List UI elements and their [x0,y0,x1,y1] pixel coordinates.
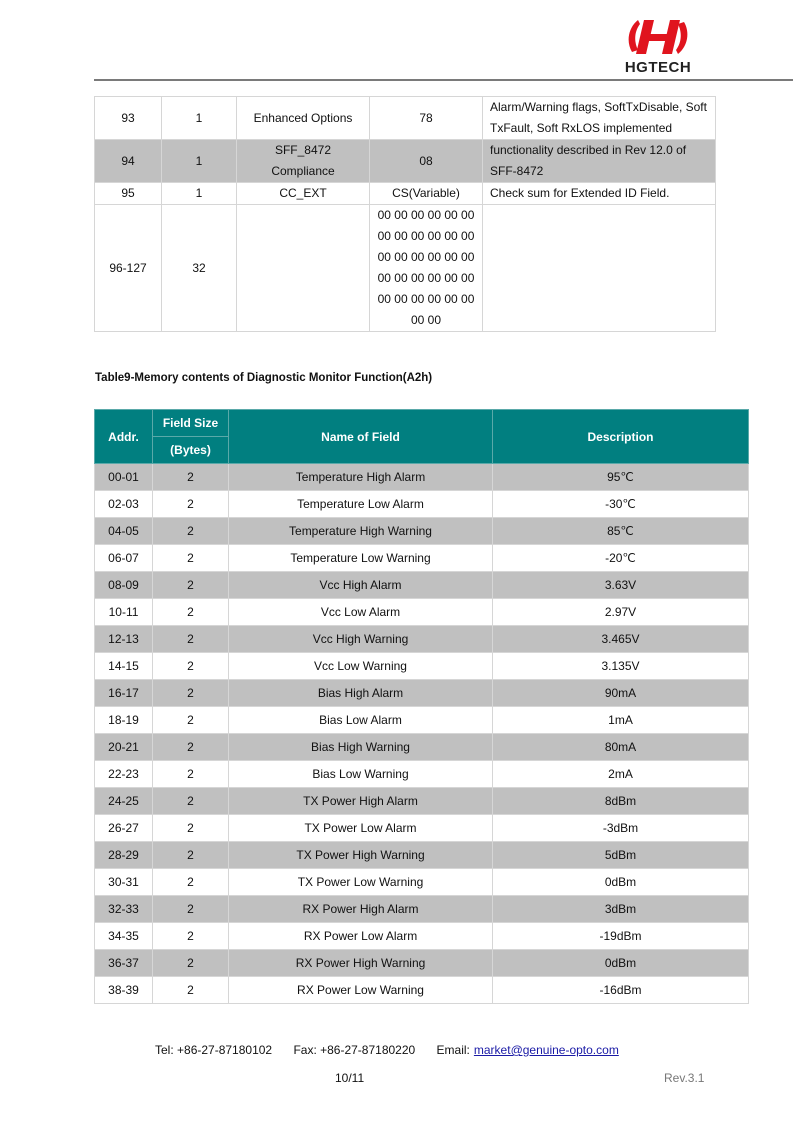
cell-description: 85℃ [493,518,749,545]
table-row [95,491,749,518]
cell-name: TX Power High Warning [229,842,493,869]
table-row [95,869,749,896]
page-number: 10/11 [335,1071,365,1085]
cell-description: -3dBm [493,815,749,842]
cell-description: -19dBm [493,923,749,950]
cell-description-line: TxFault, Soft RxLOS implemented [490,121,673,135]
cell-addr: 20-21 [95,734,153,761]
footer-email-link[interactable]: market@genuine-opto.com [473,1043,619,1057]
cell-description [483,97,716,140]
cell-addr: 08-09 [95,572,153,599]
table-row [95,140,716,183]
cell-size: 2 [153,572,229,599]
cell-description: 3dBm [493,896,749,923]
cell-name: Bias High Warning [229,734,493,761]
cell-name: Temperature Low Alarm [229,491,493,518]
cell-name: Vcc High Alarm [229,572,493,599]
cell-size: 2 [153,788,229,815]
cell-name: Bias Low Warning [229,761,493,788]
cell-size: 2 [153,491,229,518]
brand-name: HGTECH [624,59,692,76]
cell-addr: 02-03 [95,491,153,518]
cell-addr: 32-33 [95,896,153,923]
cell-name: TX Power Low Alarm [229,815,493,842]
cell-description: 80mA [493,734,749,761]
column-header-field-size: Field Size [153,410,229,437]
table-row [95,653,749,680]
table-row [95,97,716,140]
column-header-bytes: (Bytes) [153,437,229,464]
cell-size: 2 [153,977,229,1004]
table-row [95,734,749,761]
cell-name: Bias Low Alarm [229,707,493,734]
cell-size: 2 [153,896,229,923]
cell-size: 2 [153,842,229,869]
cell-addr: 36-37 [95,950,153,977]
cell-name [237,140,370,183]
cell-description: 2.97V [493,599,749,626]
table-row [95,626,749,653]
cell-addr: 10-11 [95,599,153,626]
cell-description-line: Alarm/Warning flags, SoftTxDisable, Soft [490,100,707,114]
cell-description: -20℃ [493,545,749,572]
cell-description: 3.465V [493,626,749,653]
table-row [95,842,749,869]
cell-name: RX Power High Alarm [229,896,493,923]
cell-size: 2 [153,545,229,572]
cell-name: Bias High Alarm [229,680,493,707]
cell-addr: 96-127 [95,205,162,332]
cell-size: 2 [153,950,229,977]
cell-name: Vcc Low Alarm [229,599,493,626]
table-row [95,572,749,599]
cell-description [483,205,716,332]
cell-description: 1mA [493,707,749,734]
table9-diagnostic-monitor [94,409,749,1004]
cell-name [237,205,370,332]
cell-name-line: Compliance [271,164,335,178]
column-header-name: Name of Field [229,410,493,464]
cell-description: 3.135V [493,653,749,680]
cell-addr: 06-07 [95,545,153,572]
table-row [95,761,749,788]
cell-name: TX Power High Alarm [229,788,493,815]
cell-size: 2 [153,869,229,896]
cell-value-line: 00 00 00 00 00 00 [377,208,475,222]
cell-size: 1 [162,183,237,205]
cell-size: 2 [153,626,229,653]
column-header-description: Description [493,410,749,464]
table9-caption: Table9-Memory contents of Diagnostic Monitor Function(A2h) [95,372,433,384]
cell-size: 2 [153,680,229,707]
cell-size: 2 [153,923,229,950]
cell-size: 2 [153,761,229,788]
cell-value-line: 00 00 00 00 00 00 [377,292,475,306]
cell-value-line: 00 00 00 00 00 00 [377,271,475,285]
cell-value [370,205,483,332]
cell-description [483,140,716,183]
table-row [95,518,749,545]
cell-value: CS(Variable) [370,183,483,205]
cell-name: RX Power Low Warning [229,977,493,1004]
cell-size: 2 [153,707,229,734]
revision: Rev.3.1 [664,1071,705,1085]
cell-addr: 00-01 [95,464,153,491]
cell-description-line: functionality described in Rev 12.0 of [490,143,687,157]
cell-description: 95℃ [493,464,749,491]
cell-size: 2 [153,653,229,680]
cell-size: 2 [153,734,229,761]
column-header-addr: Addr. [95,410,153,464]
table-row [95,896,749,923]
cell-description: 8dBm [493,788,749,815]
cell-name: Vcc High Warning [229,626,493,653]
cell-addr: 93 [95,97,162,140]
cell-name: Temperature High Warning [229,518,493,545]
cell-name: RX Power Low Alarm [229,923,493,950]
cell-size: 2 [153,815,229,842]
footer-fax: Fax: +86-27-87180220 [293,1043,416,1057]
table-row [95,599,749,626]
table-row [95,788,749,815]
cell-addr: 12-13 [95,626,153,653]
cell-name: Temperature Low Warning [229,545,493,572]
cell-size: 32 [162,205,237,332]
cell-description-line: SFF-8472 [490,164,544,178]
cell-addr: 22-23 [95,761,153,788]
cell-description: 5dBm [493,842,749,869]
cell-addr: 14-15 [95,653,153,680]
cell-addr: 18-19 [95,707,153,734]
cell-name-line: SFF_8472 [274,143,332,157]
table-row [95,977,749,1004]
table-row [95,545,749,572]
cell-value: 08 [370,140,483,183]
cell-description: 0dBm [493,950,749,977]
cell-addr: 26-27 [95,815,153,842]
cell-addr: 38-39 [95,977,153,1004]
cell-value: 78 [370,97,483,140]
hgtech-logo-icon [626,14,690,60]
cell-name: RX Power High Warning [229,950,493,977]
cell-description: -16dBm [493,977,749,1004]
cell-name: CC_EXT [237,183,370,205]
cell-description-line: Check sum for Extended ID Field. [490,186,670,200]
cell-addr: 04-05 [95,518,153,545]
cell-addr: 34-35 [95,923,153,950]
cell-description: 3.63V [493,572,749,599]
cell-size: 1 [162,97,237,140]
cell-description: 90mA [493,680,749,707]
table-row [95,923,749,950]
cell-size: 1 [162,140,237,183]
cell-description: 0dBm [493,869,749,896]
cell-addr: 28-29 [95,842,153,869]
cell-value-line: 00 00 00 00 00 00 [377,250,475,264]
table-row [95,464,749,491]
cell-size: 2 [153,464,229,491]
previous-table-continuation [94,96,716,332]
table-row [95,680,749,707]
table-row [95,707,749,734]
table-row [95,950,749,977]
cell-name: TX Power Low Warning [229,869,493,896]
table-row [95,815,749,842]
cell-addr: 30-31 [95,869,153,896]
cell-addr: 16-17 [95,680,153,707]
cell-value-line: 00 00 00 00 00 00 [377,229,475,243]
cell-name: Temperature High Alarm [229,464,493,491]
footer-contact [155,1043,619,1057]
cell-addr: 24-25 [95,788,153,815]
table-row [95,183,716,205]
cell-addr: 95 [95,183,162,205]
footer-email-label: Email: [436,1043,470,1057]
header-divider [94,79,793,81]
footer-tel: Tel: +86-27-87180102 [155,1043,273,1057]
cell-name: Enhanced Options [237,97,370,140]
cell-size: 2 [153,518,229,545]
cell-size: 2 [153,599,229,626]
cell-addr: 94 [95,140,162,183]
table-row [95,205,716,332]
cell-description [483,183,716,205]
cell-description: 2mA [493,761,749,788]
cell-description: -30℃ [493,491,749,518]
cell-value-line: 00 00 [410,313,442,327]
cell-name: Vcc Low Warning [229,653,493,680]
